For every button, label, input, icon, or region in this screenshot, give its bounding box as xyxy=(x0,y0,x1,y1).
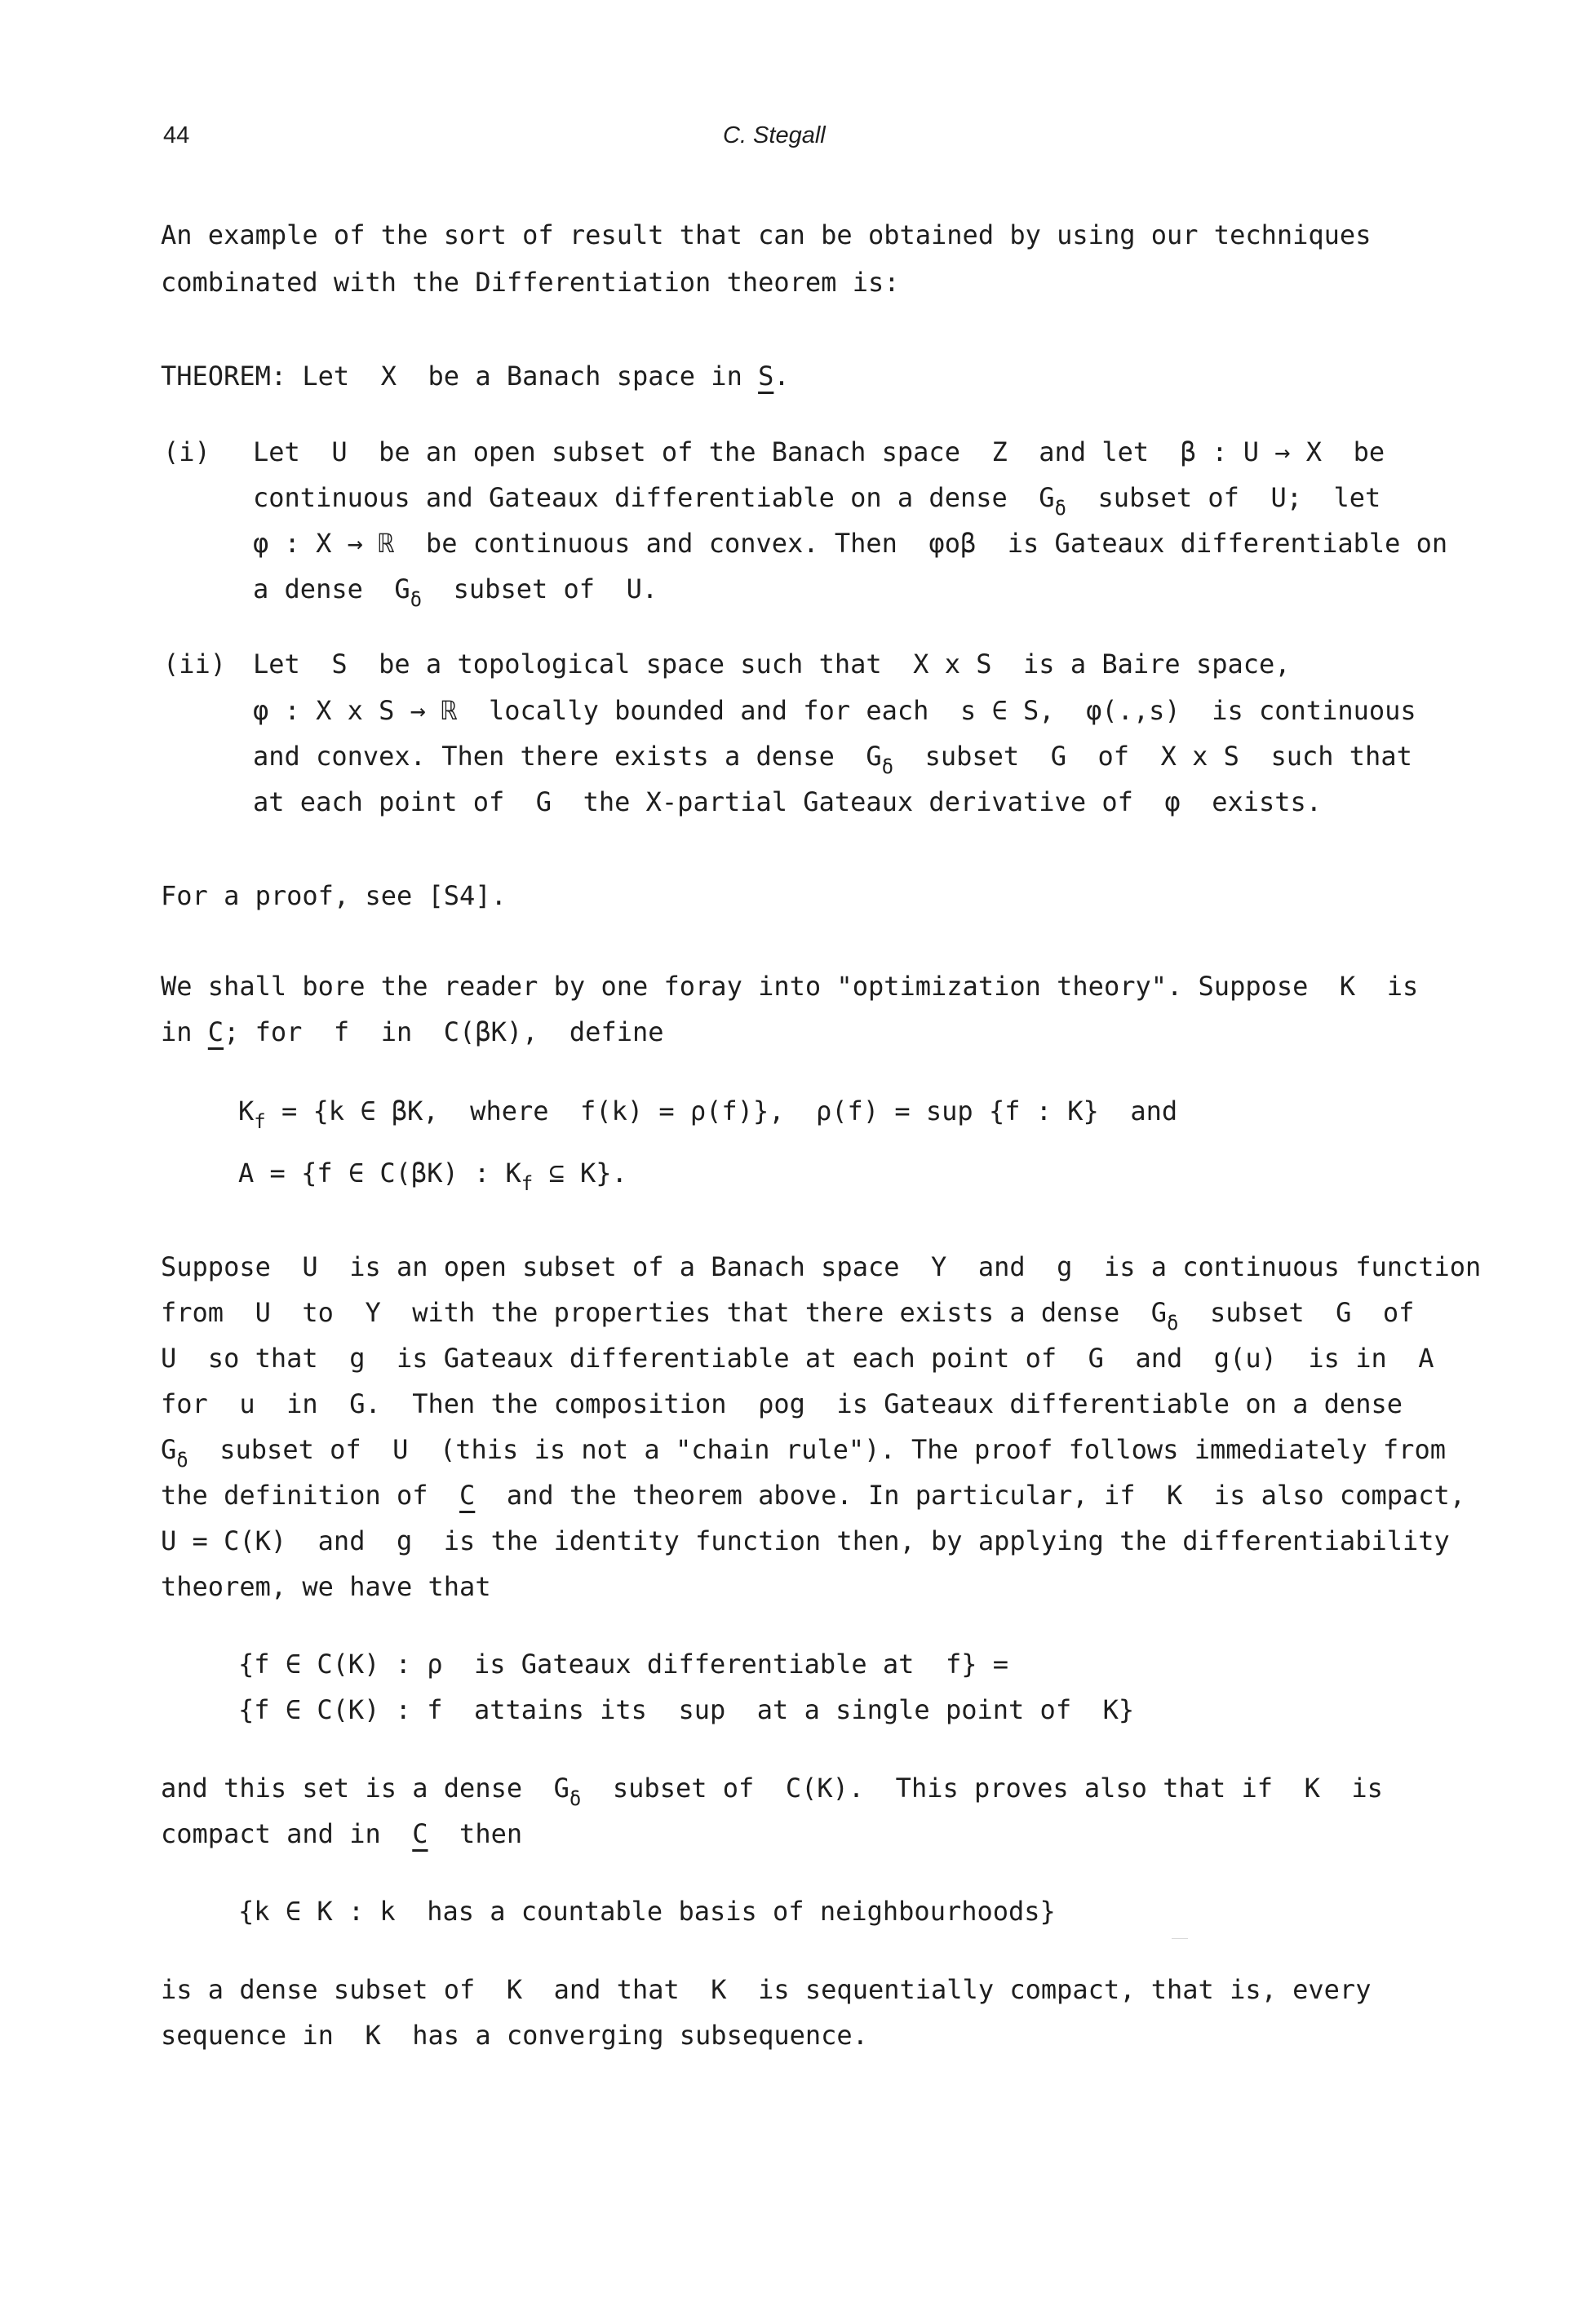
part-ii-line-1: Let S be a topological space such that X x S is a Baire space, xyxy=(253,649,1291,679)
para2-line-1: We shall bore the reader by one foray into "optimization theory". Suppose K is xyxy=(161,971,1419,1002)
intro-line-2: combinated with the Differentiation theorem is: xyxy=(161,267,900,298)
class-symbol-c: C xyxy=(207,1016,224,1047)
para3-line-2 xyxy=(161,1297,1415,1335)
def-kf-a: K xyxy=(238,1096,255,1127)
part-i-line-3: φ : X → ℝ be continuous and convex. Then φoβ is Gateaux differentiable on xyxy=(253,528,1448,559)
para3-line-5b: subset of U (this is not a "chain rule"). The proof follows immediately from xyxy=(188,1434,1446,1465)
part-ii-line-3a: and convex. Then there exists a dense G xyxy=(253,741,882,772)
delta-subscript: δ xyxy=(1054,497,1066,520)
part-ii-label: (ii) xyxy=(163,649,227,679)
para2-line-2 xyxy=(161,1016,664,1047)
delta-subscript: δ xyxy=(881,755,894,778)
para2-line-2b: ; for f in C(βK), define xyxy=(224,1016,664,1047)
para4-line-1b: subset of C(K). This proves also that if K is xyxy=(581,1773,1383,1804)
countable-basis-set: {k ∈ K : k has a countable basis of neighbourhoods} xyxy=(238,1896,1056,1927)
para4-line-2 xyxy=(161,1818,523,1849)
class-symbol-c: C xyxy=(459,1480,476,1511)
intro-line-1: An example of the sort of result that can be obtained by using our techniques xyxy=(161,219,1372,250)
delta-subscript: δ xyxy=(569,1787,582,1810)
para3-line-2b: subset G of xyxy=(1178,1297,1415,1328)
para4-line-1a: and this set is a dense G xyxy=(161,1773,569,1804)
para3-line-3: U so that g is Gateaux differentiable at each point of G and g(u) is in A xyxy=(161,1343,1434,1374)
para3-line-2a: from U to Y with the properties that there exists a dense G xyxy=(161,1297,1167,1328)
f-subscript: f xyxy=(521,1172,534,1195)
theorem-head-end: . xyxy=(773,361,790,392)
para3-line-6b: and the theorem above. In particular, if K is also compact, xyxy=(475,1480,1466,1511)
para3-line-6a: the definition of xyxy=(161,1480,460,1511)
theorem-head-text: THEOREM: Let X be a Banach space in xyxy=(161,361,759,392)
part-ii-line-2: φ : X x S → ℝ locally bounded and for each s ∈ S, φ(.,s) is continuous xyxy=(253,695,1416,726)
definition-a xyxy=(238,1158,627,1195)
class-symbol-c: C xyxy=(412,1818,428,1849)
running-title: C. Stegall xyxy=(723,122,826,148)
para3-line-5a: G xyxy=(161,1434,177,1465)
part-i-line-2b: subset of U; let xyxy=(1066,482,1381,513)
scan-mark xyxy=(1172,1938,1188,1939)
part-ii-line-3 xyxy=(253,741,1412,778)
set-equality-line-1: {f ∈ C(K) : ρ is Gateaux differentiable at f} = xyxy=(238,1649,1009,1680)
part-i-line-4 xyxy=(253,573,658,611)
para4-line-1 xyxy=(161,1773,1383,1810)
para4-line-2b: then xyxy=(428,1818,523,1849)
page-number: 44 xyxy=(163,122,190,148)
part-i-line-4b: subset of U. xyxy=(422,573,658,604)
proof-reference: For a proof, see [S4]. xyxy=(161,880,507,911)
f-subscript: f xyxy=(254,1110,266,1133)
part-i-line-2a: continuous and Gateaux differentiable on a dense G xyxy=(253,482,1055,513)
para3-line-7: U = C(K) and g is the identity function then, by applying the differentiability xyxy=(161,1525,1450,1556)
para3-line-1: Suppose U is an open subset of a Banach space Y and g is a continuous function xyxy=(161,1251,1482,1282)
part-ii-line-4: at each point of G the X-partial Gateaux derivative of φ exists. xyxy=(253,786,1323,817)
definition-kf xyxy=(238,1096,1178,1133)
delta-subscript: δ xyxy=(410,588,423,611)
def-kf-b: = {k ∈ βK, where f(k) = ρ(f)}, ρ(f) = sup {f : K} and xyxy=(265,1096,1178,1127)
para4-line-2a: compact and in xyxy=(161,1818,413,1849)
para3-line-8: theorem, we have that xyxy=(161,1571,491,1602)
para3-line-4: for u in G. Then the composition ρog is Gateaux differentiable on a dense xyxy=(161,1388,1403,1419)
para5-line-2: sequence in K has a converging subsequence. xyxy=(161,2020,868,2051)
set-equality-line-2: {f ∈ C(K) : f attains its sup at a single point of K} xyxy=(238,1694,1135,1725)
class-symbol-s: S xyxy=(758,361,774,392)
part-ii-line-3b: subset G of X x S such that xyxy=(893,741,1412,772)
delta-subscript: δ xyxy=(176,1449,188,1472)
part-i-line-1: Let U be an open subset of the Banach space Z and let β : U → X be xyxy=(253,436,1385,467)
theorem-heading xyxy=(161,361,790,392)
para2-line-2a: in xyxy=(161,1016,208,1047)
def-a-a: A = {f ∈ C(βK) : K xyxy=(238,1158,521,1189)
part-i-line-4a: a dense G xyxy=(253,573,410,604)
para5-line-1: is a dense subset of K and that K is sequentially compact, that is, every xyxy=(161,1974,1372,2005)
para3-line-6 xyxy=(161,1480,1466,1511)
para3-line-5 xyxy=(161,1434,1446,1472)
def-a-b: ⊆ K}. xyxy=(533,1158,627,1189)
part-i-line-2 xyxy=(253,482,1381,520)
part-i-label: (i) xyxy=(163,436,211,467)
delta-subscript: δ xyxy=(1167,1312,1179,1335)
